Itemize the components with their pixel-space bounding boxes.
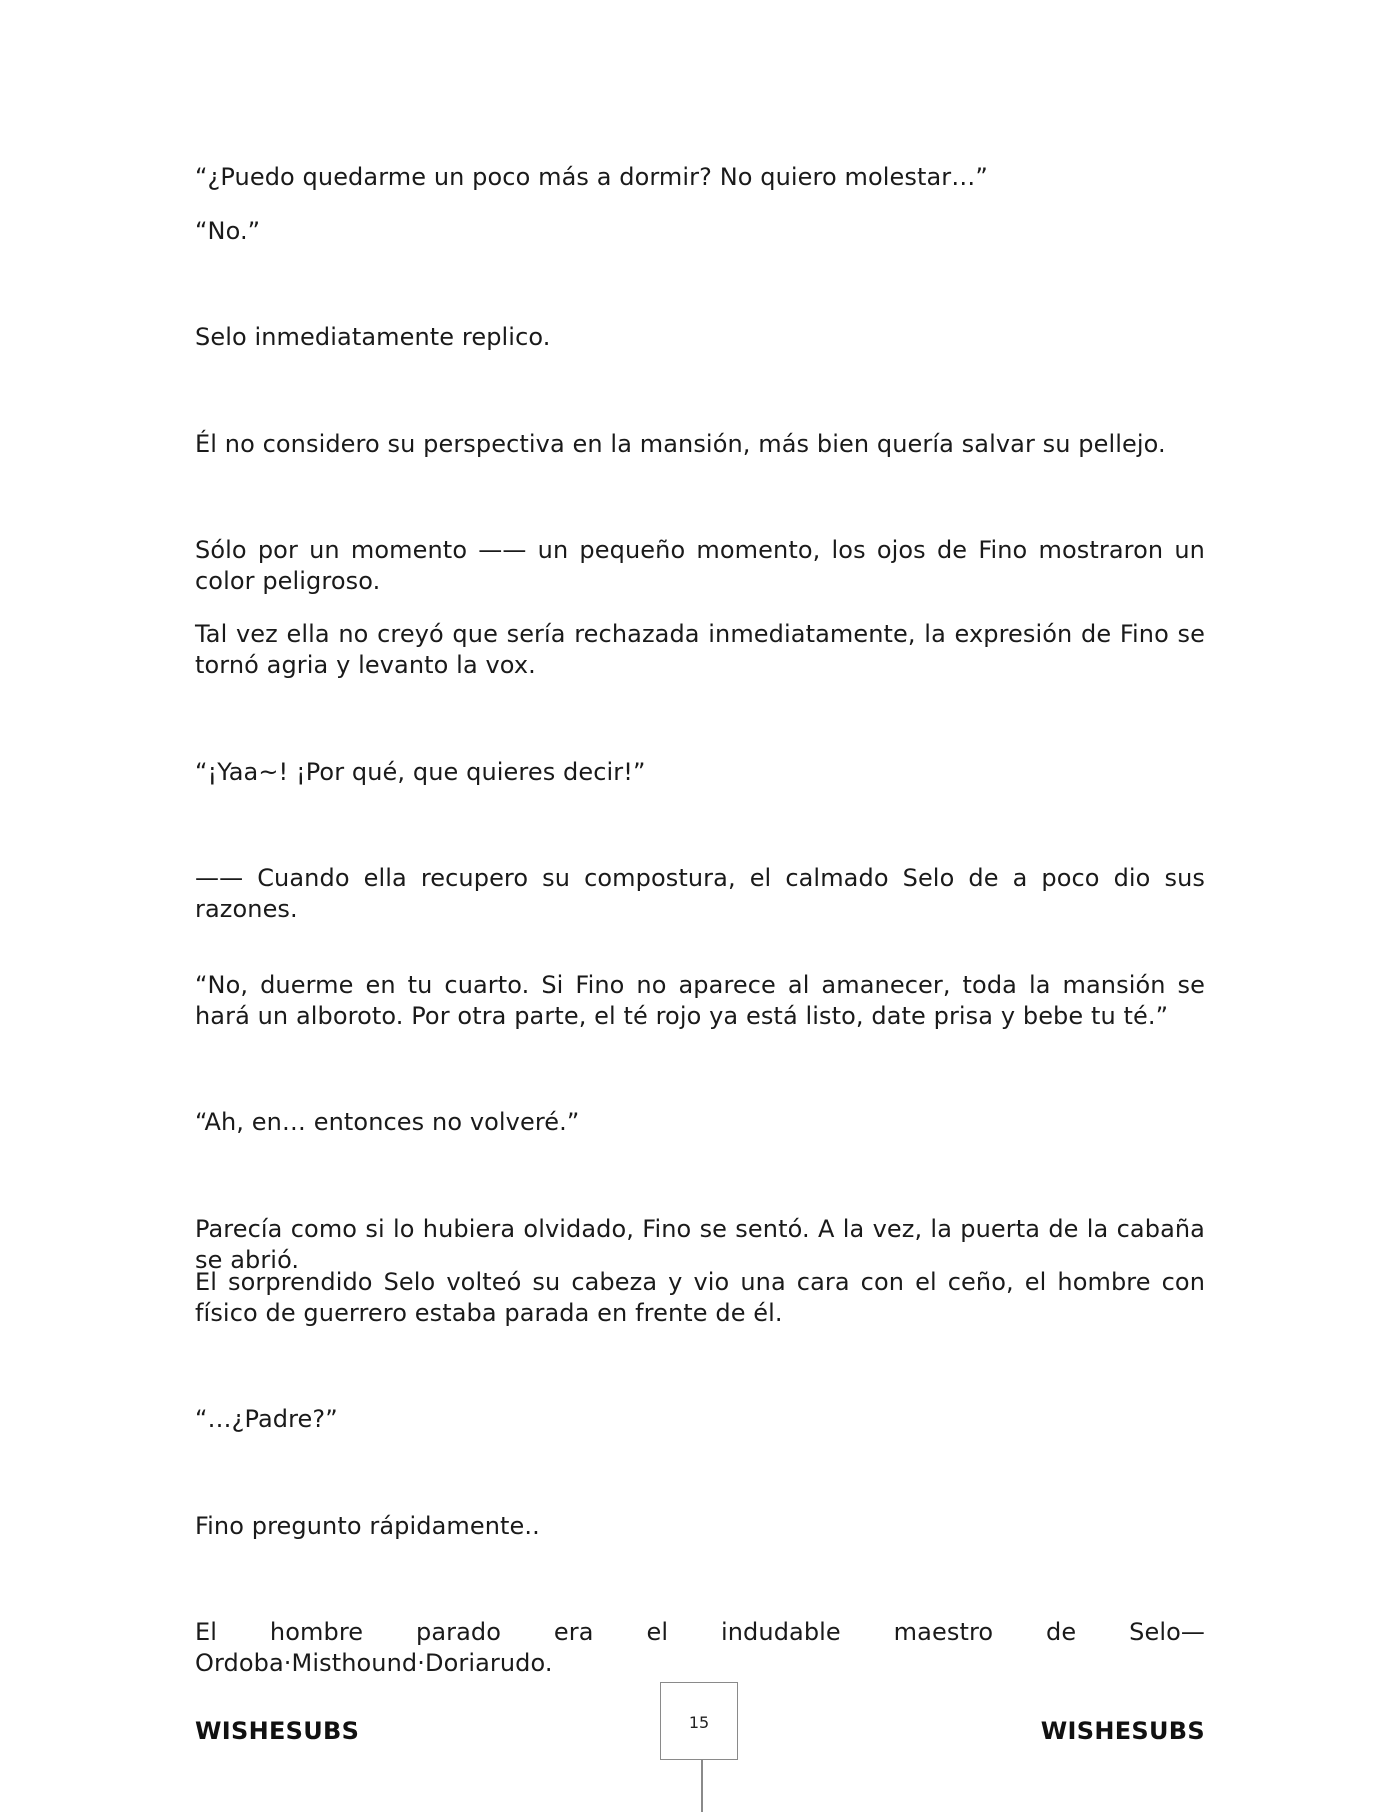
paragraph-1: “¿Puedo quedarme un poco más a dormir? No quiero molestar…” [195, 163, 988, 191]
paragraph-11: Parecía como si lo hubiera olvidado, Fino se sentó. A la vez, la puerta de la cabaña se abrió. [195, 1215, 1205, 1274]
paragraph-10: “Ah, en… entonces no volveré.” [195, 1108, 580, 1136]
paragraph-2: “No.” [195, 217, 261, 245]
paragraph-3: Selo inmediatamente replico. [195, 323, 551, 351]
paragraph-6: Tal vez ella no creyó que sería rechazada inmediatamente, la expresión de Fino se tornó agria y levanto la vox. [195, 620, 1205, 679]
page-number-box [660, 1682, 738, 1760]
footer-brand-left: WISHESUBS [195, 1717, 360, 1745]
paragraph-12: El sorprendido Selo volteó su cabeza y vio una cara con el ceño, el hombre con físico de guerrero estaba parada en frente de él. [195, 1268, 1205, 1327]
paragraph-13: “…¿Padre?” [195, 1405, 338, 1433]
paragraph-5: Sólo por un momento —— un pequeño momento, los ojos de Fino mostraron un color peligroso. [195, 536, 1205, 595]
footer-brand-right: WISHESUBS [1040, 1717, 1205, 1745]
paragraph-9: “No, duerme en tu cuarto. Si Fino no aparece al amanecer, toda la mansión se hará un alboroto. Por otra parte, el té rojo ya está listo, date prisa y bebe tu té.” [195, 971, 1205, 1030]
paragraph-4: Él no considero su perspectiva en la mansión, más bien quería salvar su pellejo. [195, 430, 1166, 458]
paragraph-14: Fino pregunto rápidamente.. [195, 1512, 540, 1540]
paragraph-7: “¡Yaa~! ¡Por qué, que quieres decir!” [195, 758, 646, 786]
paragraph-15: El hombre parado era el indudable maestro de Selo— Ordoba·Misthound·Doriarudo. [195, 1618, 1205, 1677]
paragraph-8: —— Cuando ella recupero su compostura, el calmado Selo de a poco dio sus razones. [195, 864, 1205, 923]
page-number: 15 [688, 1713, 710, 1732]
page-number-stem [701, 1760, 703, 1812]
